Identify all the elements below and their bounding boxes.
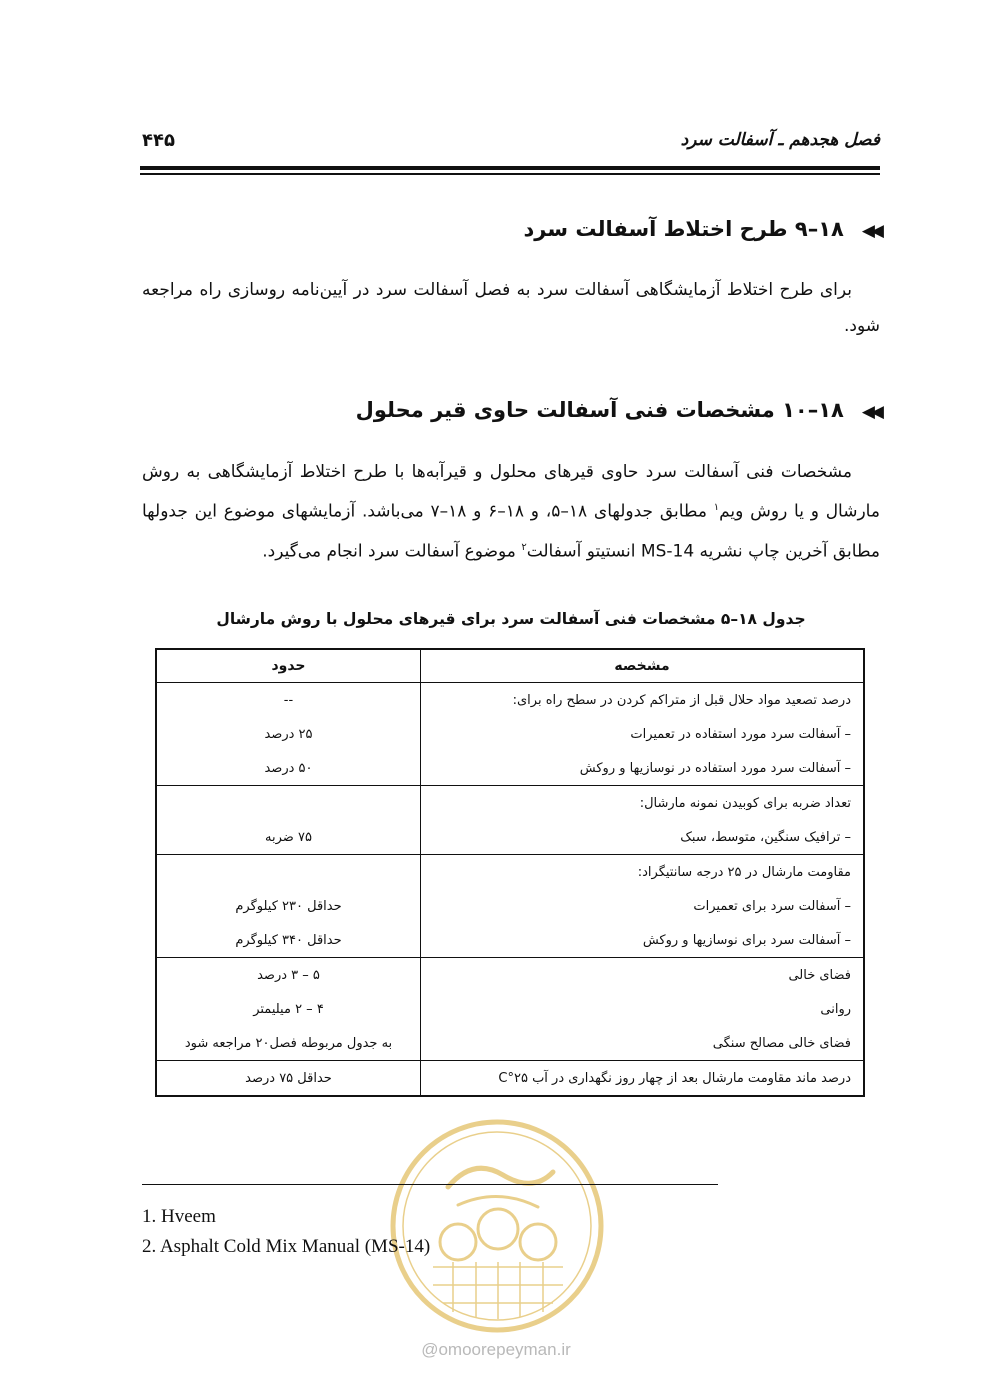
table-row — [156, 1026, 864, 1061]
table-row — [156, 855, 864, 890]
paragraph-text — [142, 454, 880, 569]
section-title-9: ۱۸–۹ طرح اختلاط آسفالت سرد — [523, 217, 844, 241]
cell-limit: ۴ – ۲ میلیمتر — [253, 1001, 324, 1017]
cell-spec: تعداد ضربه برای کوبیدن نمونه مارشال: — [421, 786, 865, 821]
section-title-10: ۱۸–۱۰ مشخصات فنی آسفالت حاوی قیر محلول — [355, 398, 844, 422]
table-row — [156, 683, 864, 718]
header-rule-thick — [140, 166, 880, 170]
paragraph-text: برای طرح اختلاط آزمایشگاهی آسفالت سرد به فصل آسفالت سرد در آیین‌نامه روسازی راه مراجعه شود. — [142, 280, 880, 336]
cell-spec: – آسفالت سرد مورد استفاده در تعمیرات — [421, 717, 865, 751]
cell-spec: – آسفالت سرد مورد استفاده در نوسازیها و روکش — [421, 751, 865, 786]
cell-limit: حداقل ۳۴۰ کیلوگرم — [156, 923, 421, 958]
paragraph-section-10 — [142, 454, 880, 569]
section-marker-icon: ◀◀ — [861, 402, 880, 422]
cell-spec: روانی — [421, 992, 865, 1026]
cell-limit — [156, 786, 421, 821]
cell-spec: فضای خالی مصالح سنگی — [421, 1026, 865, 1061]
cell-spec: – آسفالت سرد برای نوسازیها و روکش — [421, 923, 865, 958]
cell-limit: حداقل ۲۳۰ کیلوگرم — [235, 898, 342, 914]
table-row — [156, 923, 864, 958]
footnote-ref-1: ۱ — [713, 502, 720, 513]
page-number: ۴۴۵ — [142, 130, 175, 151]
section-heading-9 — [140, 217, 880, 241]
cell-limit: ۵۰ درصد — [156, 751, 421, 786]
header-limits: حدود — [156, 649, 421, 683]
cell-limit: ۵ – ۳ درصد — [257, 967, 320, 983]
paragraph-section-9 — [142, 272, 880, 344]
table-header-row — [156, 649, 864, 683]
cell-limit: حداقل ۷۵ درصد — [245, 1070, 332, 1086]
paragraph-part-2: مطابق جدولهای ۱۸–۵، و ۱۸–۶ و ۱۸–۷ می‌باشد. آزمایشهای موضوع این جدولها مطابق آخرین چاپ نشریه MS-14 انستیتو آسفالت — [142, 501, 880, 562]
section-marker-icon: ◀◀ — [861, 221, 880, 241]
section-heading-10 — [140, 398, 880, 422]
chapter-title: فصل هجدهم ـ آسفالت سرد — [680, 130, 880, 150]
running-header — [140, 128, 880, 158]
table-row — [156, 717, 864, 751]
cell-limit — [156, 855, 421, 890]
paragraph-part-3: موضوع آسفالت سرد انجام می‌گیرد. — [262, 541, 522, 562]
header-rule-thin — [140, 173, 880, 175]
cell-spec: – ترافیک سنگین، متوسط، سبک — [421, 820, 865, 855]
cell-limit: به جدول مربوطه فصل۲۰ مراجعه شود — [156, 1026, 421, 1061]
table-row — [156, 889, 864, 923]
footnote-ref-2: ۲ — [521, 541, 527, 553]
table-caption: جدول ۱۸–۵ مشخصات فنی آسفالت سرد برای قیرهای محلول با روش مارشال — [216, 610, 806, 628]
footnote-1: 1. Hveem — [142, 1206, 216, 1227]
footnotes — [142, 1202, 430, 1262]
table-row — [156, 1061, 864, 1097]
cell-spec: درصد تصعید مواد حلال قبل از متراکم کردن در سطح راه برای: — [421, 683, 865, 718]
watermark-site-text: @omoorepeyman.ir — [421, 1340, 571, 1359]
table-row — [156, 820, 864, 855]
cell-spec: – آسفالت سرد برای تعمیرات — [421, 889, 865, 923]
table-row — [156, 992, 864, 1026]
header-spec: مشخصه — [421, 649, 865, 683]
footnote-2: 2. Asphalt Cold Mix Manual (MS-14) — [142, 1236, 431, 1257]
cell-limit: ۲۵ درصد — [264, 726, 313, 742]
spec-table — [155, 648, 865, 1097]
cell-spec: فضای خالی — [421, 958, 865, 993]
paragraph-part-1: مشخصات فنی آسفالت سرد حاوی قیرهای محلول و قیرآبه‌ها با طرح اختلاط آزمایشگاهی به روش مارشال و یا روش ویم — [142, 462, 880, 522]
table-row — [156, 958, 864, 993]
cell-spec: درصد ماند مقاومت مارشال بعد از چهار روز نگهداری در آب ۲۵°C — [421, 1061, 865, 1097]
table-row — [156, 751, 864, 786]
cell-limit: -- — [283, 692, 294, 708]
table-row — [156, 786, 864, 821]
cell-spec: مقاومت مارشال در ۲۵ درجه سانتیگراد: — [421, 855, 865, 890]
footnote-rule — [142, 1184, 718, 1185]
cell-limit: ۷۵ ضربه — [156, 820, 421, 855]
